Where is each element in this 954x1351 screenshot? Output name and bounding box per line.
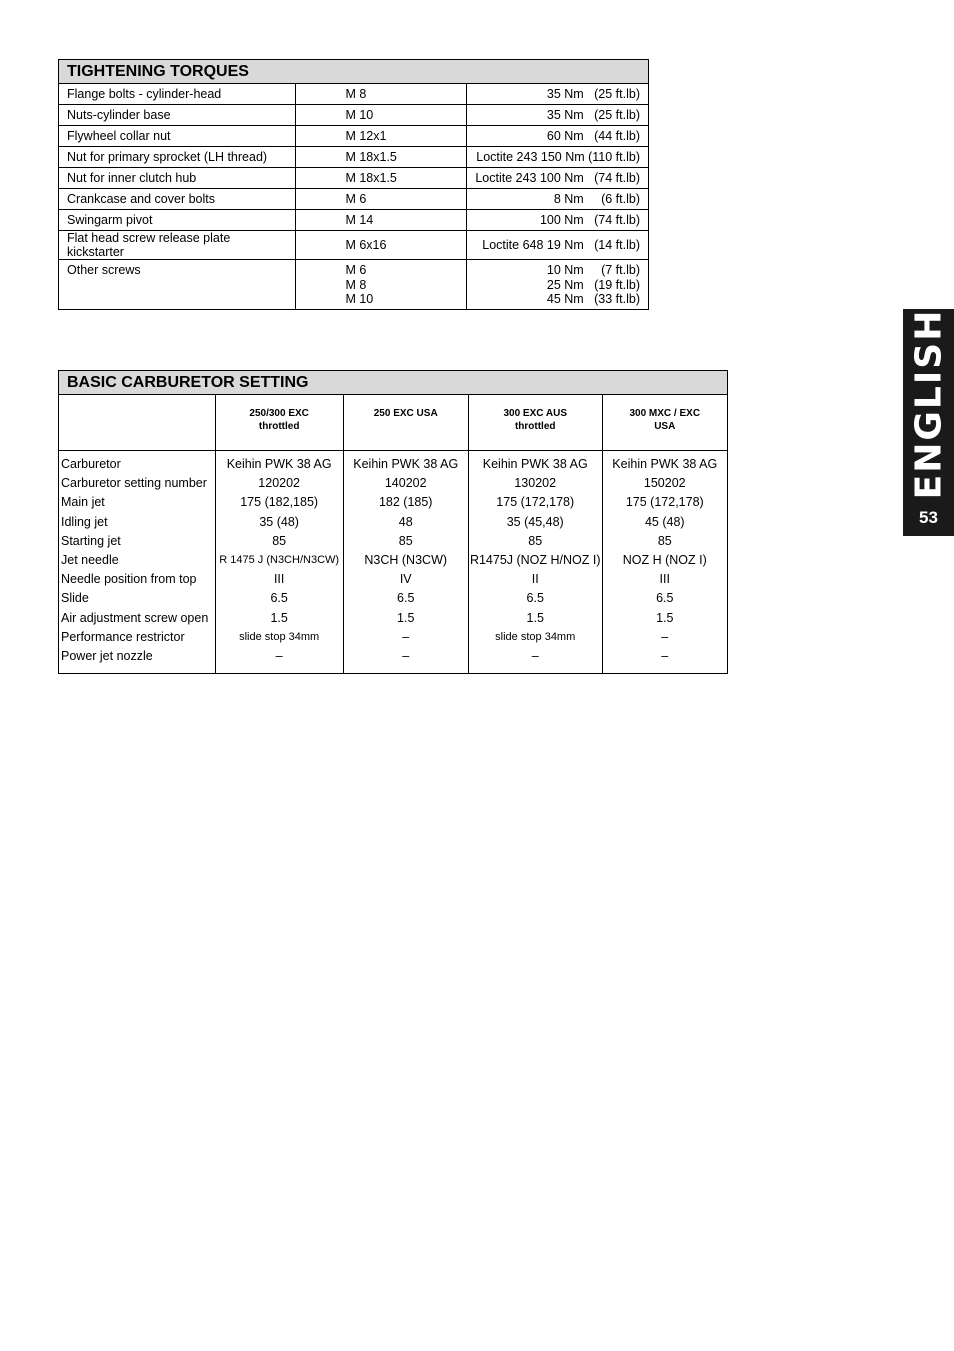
torque-size-value: M 6x16 <box>345 238 387 252</box>
carb-setting-value: Keihin PWK 38 AG <box>226 457 332 471</box>
torque-value <box>467 189 649 210</box>
carb-setting-value: 150202 <box>643 476 686 491</box>
torque-size-value: M 10 <box>345 108 374 122</box>
carb-header-blank <box>59 395 216 451</box>
carb-setting-value: – <box>275 648 283 663</box>
carb-setting-value: III <box>273 572 285 587</box>
carb-value-column <box>468 451 602 674</box>
torque-value-line: Loctite 243 100 Nm (74 ft.lb) <box>475 171 640 185</box>
carb-setting-value: – <box>661 648 669 663</box>
torque-item: Swingarm pivot <box>59 210 296 231</box>
carb-setting-value: II <box>531 572 539 587</box>
carb-setting-label: Jet needle <box>61 552 119 567</box>
torque-value <box>467 210 649 231</box>
carb-setting-value: 45 (48) <box>644 514 685 529</box>
carb-setting-value: Keihin PWK 38 AG <box>612 457 718 471</box>
torque-size <box>296 168 467 189</box>
torque-title-row <box>59 60 649 84</box>
torque-value <box>467 147 649 168</box>
carb-model-header <box>602 395 727 451</box>
carb-setting-value: 175 (172,178) <box>625 495 704 510</box>
carb-setting-value: – <box>402 629 410 644</box>
carb-setting-value: 140202 <box>384 476 427 491</box>
torque-item: Flat head screw release plate kickstarter <box>59 231 296 260</box>
carb-value-column <box>215 451 343 674</box>
torque-size-value: M 18x1.5 <box>345 150 397 164</box>
carb-body-row <box>59 451 728 674</box>
carb-setting-value: 182 (185) <box>378 495 433 510</box>
carb-setting-value: 35 (45,48) <box>506 514 564 529</box>
carb-model-name: 250/300 EXC <box>249 408 309 419</box>
page-number: 53 <box>919 508 938 527</box>
carb-setting-value: R1475J (NOZ H/NOZ I) <box>469 552 601 567</box>
torque-row <box>59 105 649 126</box>
torque-size-value: M 18x1.5 <box>345 171 397 185</box>
torque-row <box>59 126 649 147</box>
carb-header-row <box>59 395 728 451</box>
torque-size-value: M 6 <box>345 192 367 206</box>
torque-item: Nut for inner clutch hub <box>59 168 296 189</box>
torque-size <box>296 231 467 260</box>
carb-setting-label: Idling jet <box>61 514 108 529</box>
carb-setting-value: 48 <box>398 514 413 529</box>
carb-setting-label: Main jet <box>61 495 105 510</box>
torque-value-line: 8 Nm (6 ft.lb) <box>553 192 640 206</box>
torque-item: Flywheel collar nut <box>59 126 296 147</box>
carb-value-column <box>343 451 468 674</box>
carb-setting-value: slide stop 34mm <box>495 630 576 643</box>
torque-row <box>59 84 649 105</box>
torque-value-line: Loctite 648 19 Nm (14 ft.lb) <box>482 238 640 252</box>
carb-setting-value: R 1475 J (N3CH/N3CW) <box>219 553 340 566</box>
torque-value-line: 35 Nm (25 ft.lb) <box>546 108 640 122</box>
carb-model-variant: throttled <box>514 421 556 432</box>
carb-setting-value: Keihin PWK 38 AG <box>353 457 459 471</box>
carb-model-variant: throttled <box>258 421 300 432</box>
torque-row <box>59 189 649 210</box>
torque-value-line: 35 Nm (25 ft.lb) <box>546 87 640 101</box>
carb-model-variant: USA <box>654 421 676 432</box>
carb-setting-value: 1.5 <box>656 610 674 625</box>
torque-item: Flange bolts - cylinder-head <box>59 84 296 105</box>
torque-row <box>59 147 649 168</box>
carb-setting-value: IV <box>399 572 412 587</box>
carb-setting-value: 6.5 <box>270 591 288 606</box>
carb-setting-value: III <box>659 572 670 587</box>
carburetor-setting-table <box>58 370 728 674</box>
torque-size-value: M 6 <box>345 263 367 277</box>
carb-setting-value: 85 <box>398 533 413 548</box>
torque-size-value: M 14 <box>345 213 374 227</box>
carb-setting-value: 175 (182,185) <box>240 495 319 510</box>
torque-value-line: 25 Nm (19 ft.lb) <box>546 277 640 292</box>
torque-size <box>296 105 467 126</box>
carb-setting-value: 85 <box>528 533 543 548</box>
torque-size <box>296 84 467 105</box>
carb-setting-value: 85 <box>657 533 672 548</box>
torque-value-line: 60 Nm (44 ft.lb) <box>546 129 640 143</box>
carb-setting-value: 130202 <box>514 476 557 491</box>
torque-size-value: M 8 <box>345 277 367 292</box>
torque-size-value: M 12x1 <box>345 129 387 143</box>
carb-setting-label: Slide <box>61 591 89 606</box>
carb-model-name: 250 EXC USA <box>373 408 438 419</box>
torque-size-value: M 10 <box>345 292 374 306</box>
carb-model-name: 300 MXC / EXC <box>629 408 701 419</box>
carb-model-header <box>343 395 468 451</box>
carb-setting-value: 85 <box>272 533 287 548</box>
torque-item: Other screws <box>59 260 296 310</box>
carb-setting-value: 1.5 <box>397 610 415 625</box>
carb-setting-label: Air adjustment screw open <box>61 610 209 625</box>
torque-size <box>296 260 467 310</box>
torque-value-line: Loctite 243 150 Nm (110 ft.lb) <box>476 150 640 164</box>
language-label: ENGLISH <box>908 308 949 500</box>
torque-value-line: 45 Nm (33 ft.lb) <box>546 292 640 306</box>
torque-size <box>296 147 467 168</box>
carb-title-row <box>59 371 728 395</box>
torque-item: Crankcase and cover bolts <box>59 189 296 210</box>
torque-value <box>467 105 649 126</box>
torque-value-line: 10 Nm (7 ft.lb) <box>546 263 640 277</box>
torque-value <box>467 260 649 310</box>
carb-model-header <box>215 395 343 451</box>
carb-setting-label: Carburetor setting number <box>61 476 207 491</box>
torque-size <box>296 189 467 210</box>
carb-setting-value: Keihin PWK 38 AG <box>482 457 588 471</box>
torque-row <box>59 231 649 260</box>
carb-setting-label: Power jet nozzle <box>61 648 153 663</box>
tightening-torques-table <box>58 59 649 310</box>
torque-item: Nuts-cylinder base <box>59 105 296 126</box>
carb-setting-value: 35 (48) <box>259 514 299 529</box>
carb-setting-label: Needle position from top <box>61 572 197 587</box>
torque-value <box>467 231 649 260</box>
carb-label-column <box>59 451 216 674</box>
torque-row <box>59 210 649 231</box>
torque-table-title: TIGHTENING TORQUES <box>59 60 649 84</box>
carb-setting-value: 6.5 <box>526 591 544 606</box>
carb-setting-value: 1.5 <box>270 610 288 625</box>
carb-model-header <box>468 395 602 451</box>
language-side-tab <box>903 309 954 536</box>
torque-item: Nut for primary sprocket (LH thread) <box>59 147 296 168</box>
torque-value <box>467 126 649 147</box>
carb-setting-value: 120202 <box>258 476 301 491</box>
torque-value <box>467 168 649 189</box>
torque-value <box>467 84 649 105</box>
carb-setting-value: – <box>402 648 410 663</box>
carb-setting-value: NOZ H (NOZ I) <box>622 552 707 567</box>
carb-setting-value: – <box>661 629 669 644</box>
carb-setting-value: slide stop 34mm <box>239 630 320 643</box>
carb-value-column <box>602 451 727 674</box>
carb-setting-value: – <box>531 648 539 663</box>
carb-setting-label: Performance restrictor <box>61 629 185 644</box>
torque-size <box>296 126 467 147</box>
carb-setting-label: Carburetor <box>61 457 121 471</box>
torque-row <box>59 168 649 189</box>
torque-row <box>59 260 649 310</box>
carb-setting-label: Starting jet <box>61 533 121 548</box>
torque-size <box>296 210 467 231</box>
carb-setting-value: 6.5 <box>656 591 674 606</box>
carb-setting-value: N3CH (N3CW) <box>364 552 448 567</box>
torque-value-line: 100 Nm (74 ft.lb) <box>539 213 640 227</box>
carb-setting-value: 1.5 <box>526 610 544 625</box>
carb-table-title: BASIC CARBURETOR SETTING <box>59 371 728 395</box>
carb-model-name: 300 EXC AUS <box>503 408 567 419</box>
carb-setting-value: 175 (172,178) <box>496 495 575 510</box>
carb-setting-value: 6.5 <box>397 591 415 606</box>
torque-size-value: M 8 <box>345 87 367 101</box>
